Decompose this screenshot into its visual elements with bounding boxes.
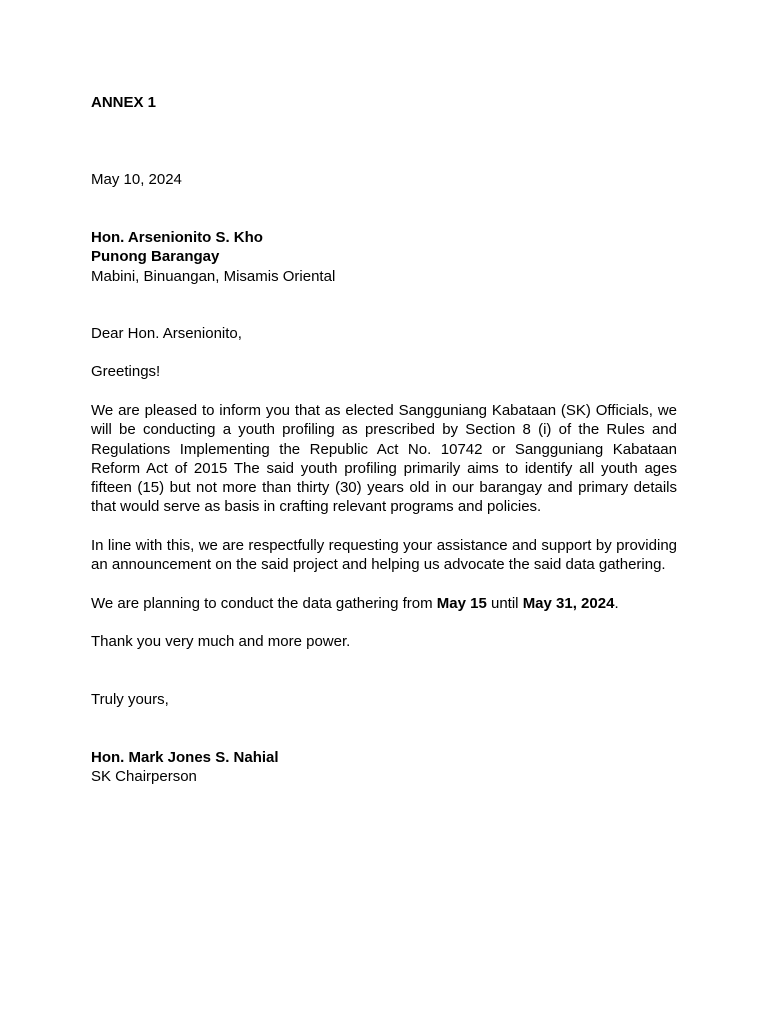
schedule-suffix: . (614, 595, 619, 612)
closing: Truly yours, (91, 691, 169, 708)
body-paragraph-3 (91, 594, 677, 613)
signatory-title: SK Chairperson (91, 768, 197, 786)
annex-label: ANNEX 1 (91, 94, 157, 111)
recipient-name: Hon. Arsenionito S. Kho (91, 229, 263, 246)
letter-date: May 10, 2024 (91, 171, 182, 188)
schedule-prefix: We are planning to conduct the data gathering from (91, 595, 437, 612)
salutation: Dear Hon. Arsenionito, (91, 325, 242, 342)
schedule-end-date: May 31, 2024 (522, 595, 615, 612)
recipient-block (91, 228, 677, 286)
schedule-middle: until (486, 595, 523, 612)
recipient-position: Punong Barangay (91, 248, 220, 266)
thanks-line: Thank you very much and more power. (91, 633, 351, 650)
signature-block (91, 748, 677, 787)
schedule-start-date: May 15 (436, 595, 487, 612)
signatory-name: Hon. Mark Jones S. Nahial (91, 749, 279, 766)
body-paragraph-2: In line with this, we are respectfully requesting your assistance and support by providing an announcement on the said project and helping us advocate the said data gathering. (91, 537, 677, 574)
body-paragraph-1: We are pleased to inform you that as elected Sangguniang Kabataan (SK) Officials, we will be conducting a youth profiling as prescribed by Section 8 (i) of the Rules and Regulations Implementing the Republic Act No. 10742 or Sangguniang Kabataan Reform Act of 2015 The said youth profiling primarily aims to identify all youth ages fifteen (15) but not more than thirty (30) years old in our barangay and primary details that would serve as basis in crafting relevant programs and policies. (91, 402, 677, 516)
recipient-address: Mabini, Binuangan, Misamis Oriental (91, 267, 336, 285)
greeting: Greetings! (91, 363, 161, 380)
